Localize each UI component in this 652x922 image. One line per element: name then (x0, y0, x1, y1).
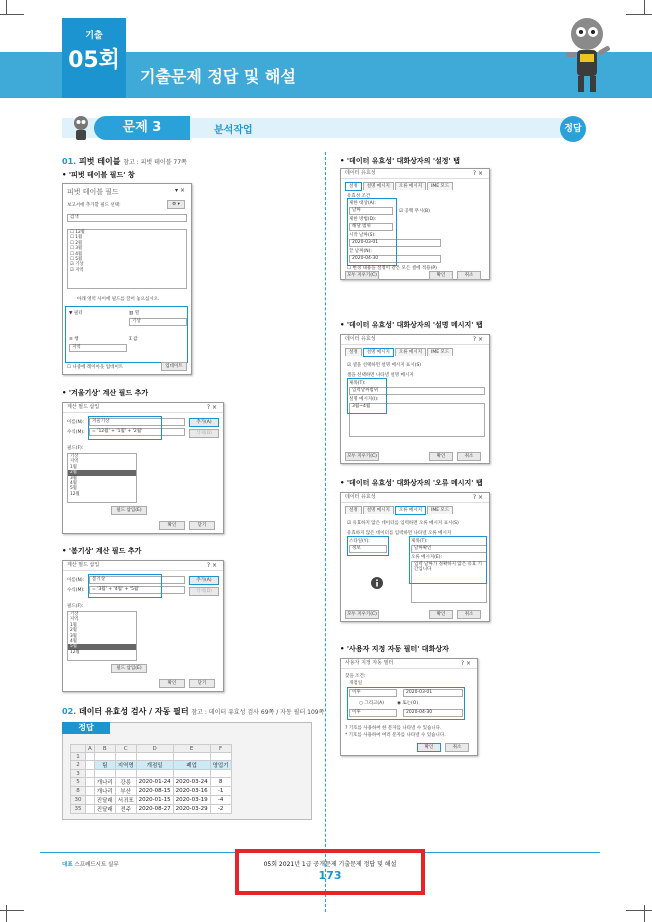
style-highlight (347, 536, 389, 556)
q1-bullet3: • '봄기상' 계산 필드 추가 (62, 547, 142, 555)
mascot-icon (560, 8, 614, 96)
dialog-titlebar (63, 561, 223, 571)
page-number: 173 (318, 869, 342, 882)
columns-value-chip[interactable]: 기상 (129, 318, 187, 326)
pivot-instruction: 보고서에 추가할 필드 선택: (67, 203, 121, 208)
dv-tabs (345, 348, 454, 357)
defer-update-checkbox[interactable]: ☐ 나중에 레이아웃 업데이트 (67, 365, 124, 370)
columns-label: 열 (134, 311, 140, 316)
q1-number: 01. (62, 157, 77, 166)
tab-error-alert[interactable]: 오류 메시지 (395, 506, 426, 515)
info-icon (371, 577, 383, 589)
checked-box-icon[interactable]: ☑ (70, 262, 76, 268)
input-title-label: 제목(T): (349, 381, 366, 386)
data-label: 제한 방법(D): (349, 217, 377, 222)
sheet-cell[interactable]: 2020-01-24 (136, 778, 173, 787)
ignore-blank-label: 공백 무시(B) (404, 209, 430, 214)
q1-heading (62, 156, 187, 167)
field-list-item[interactable]: 기상 (70, 454, 79, 459)
table-row (71, 770, 232, 778)
round-kicker: 기출 (85, 31, 103, 41)
answer-tag: 정답 (62, 722, 110, 734)
sheet-cell[interactable]: 2020-01-15 (136, 796, 173, 805)
ok-button[interactable]: 확인 (159, 679, 185, 688)
sheet-cell[interactable] (86, 787, 95, 796)
q2-reference: 참고 : 데이터 유효성 검사 69쪽 / 자동 필터 109쪽 (191, 709, 325, 716)
column-header[interactable] (71, 745, 86, 753)
cancel-button[interactable]: 취소 (457, 610, 481, 619)
start-date-input[interactable]: 2020-03-01 (349, 239, 441, 247)
dialog-title: 계산 필드 삽입 (67, 562, 100, 568)
formula-label: 수식(M): (67, 588, 85, 593)
name-input[interactable]: 겨울기상 (89, 418, 185, 426)
field-list-item[interactable]: 4월 (70, 639, 77, 645)
clear-all-button[interactable]: 모두 지우기(C) (345, 452, 379, 461)
calc-field-dialog-2 (62, 560, 224, 692)
sheet-header-cell[interactable]: 영업기 (210, 761, 231, 770)
field-list-item[interactable]: 12월 (70, 491, 80, 497)
tab-ime-mode[interactable]: IME 모드 (427, 348, 453, 356)
field-list-item[interactable]: 지역 (70, 617, 79, 623)
help-close-icon[interactable]: ? × (460, 660, 471, 667)
value-input-2[interactable]: 2020-04-30 (403, 709, 463, 717)
error-message-field[interactable]: 입력 날짜가 정확하지 않은 유효 기간입니다 (411, 561, 487, 603)
autofilter-caption: • '사용자 지정 자동 필터' 대화상자 (340, 645, 449, 653)
q2-heading (62, 706, 324, 717)
unchecked-box-icon[interactable]: ☐ (70, 251, 76, 257)
pivot-field-label: 5월 (75, 257, 83, 263)
dv-input-highlight (347, 378, 387, 414)
defer-label: 나중에 레이아웃 업데이트 (72, 365, 124, 370)
unchecked-box-icon[interactable]: ☐ (70, 240, 76, 246)
tab-settings[interactable]: 설정 (345, 182, 362, 191)
error-title-label: 제목(T): (411, 539, 428, 544)
ok-button[interactable]: 확인 (429, 271, 453, 280)
crop-mark (0, 910, 24, 911)
fields-label: 필드(F): (67, 446, 84, 451)
close-icon[interactable]: ▾ × (175, 187, 185, 194)
field-list-item[interactable]: 3월 (70, 633, 77, 639)
dv-group-label: 유효성 조건 (347, 194, 371, 199)
insert-field-button[interactable]: 필드 삽입(E) (111, 664, 147, 673)
calc-field-list-2[interactable] (67, 611, 137, 661)
footer-book (62, 860, 119, 868)
name-input[interactable]: 봄기상 (89, 576, 185, 584)
calc-field-list-1[interactable] (67, 453, 137, 503)
crop-mark (6, 0, 7, 14)
row-header[interactable]: 8 (71, 787, 86, 796)
name-formula-highlight (88, 416, 162, 440)
cancel-button[interactable]: 취소 (445, 743, 469, 752)
name-formula-highlight (88, 574, 162, 598)
sheet-cell[interactable] (86, 796, 95, 805)
pivot-search-input[interactable]: 검색 (67, 214, 187, 222)
pivot-field-label: 12월 (75, 230, 85, 235)
input-message-field[interactable]: 3월~4월 (349, 403, 485, 437)
pivot-field-label: 2월 (75, 240, 83, 246)
small-mascot-icon (70, 114, 92, 142)
sheet-cell[interactable] (86, 770, 95, 778)
column-header[interactable]: D (136, 745, 173, 753)
dv-error-dialog (340, 492, 490, 622)
column-header[interactable]: A (86, 745, 95, 753)
field-list-item[interactable]: 1월 (70, 464, 77, 470)
rows-label: 행 (74, 337, 79, 342)
help-close-icon[interactable]: ? × (206, 562, 217, 569)
help-close-icon[interactable]: ? × (472, 336, 483, 343)
dialog-titlebar (341, 659, 477, 669)
data-select[interactable]: 해당 범위 (349, 223, 393, 231)
formula-label: 수식(M): (67, 430, 85, 435)
unchecked-box-icon[interactable]: ☐ (70, 235, 76, 241)
dialog-title: 데이터 유효성 (345, 494, 376, 500)
column-header[interactable]: C (115, 745, 136, 753)
style-select[interactable]: 정보 (349, 545, 387, 553)
clear-all-button[interactable]: 모두 지우기(C) (345, 271, 379, 280)
close-button[interactable]: 닫기 (189, 521, 215, 530)
rows-area-label: ≡ 행 (69, 337, 79, 342)
sheet-header-row (71, 761, 232, 770)
hint-line-1: ? 기호를 사용하여 한 문자를 나타낼 수 있습니다. (345, 726, 442, 731)
tab-input-message[interactable]: 설명 메시지 (363, 506, 394, 514)
dv-error-caption: • '데이터 유효성' 대화상자의 '오류 메시지' 탭 (340, 479, 483, 487)
style-label: 스타일(Y): (349, 539, 370, 544)
sheet-header-cell[interactable]: 지역명 (115, 761, 136, 770)
column-header[interactable]: E (173, 745, 210, 753)
input-title-field[interactable]: 입력날짜범위 (349, 387, 485, 395)
column-divider (325, 152, 326, 912)
operator-select-1[interactable]: 이후 (349, 689, 397, 697)
table-row (71, 805, 232, 814)
pivot-field-label: 3월 (75, 246, 83, 252)
or-radio[interactable]: ◉ 또는(O) (397, 701, 419, 706)
tab-settings[interactable]: 설정 (345, 506, 362, 514)
pivot-pane-title: 피벗 테이블 필드 (67, 188, 119, 196)
end-date-input[interactable]: 2020-04-30 (349, 255, 441, 263)
show-input-label: 셀을 선택하면 설명 메시지 표시(S) (352, 363, 422, 368)
book-badge: 대표 (62, 862, 73, 868)
sheet-cell[interactable]: 2020-03-19 (173, 796, 210, 805)
row-header[interactable]: 1 (71, 753, 86, 761)
ok-button[interactable]: 확인 (429, 452, 453, 461)
dialog-titlebar (63, 403, 223, 413)
sheet-cell[interactable]: -4 (210, 796, 231, 805)
sheet-cell[interactable]: 2020-08-27 (136, 805, 173, 814)
ok-button[interactable]: 확인 (159, 521, 185, 530)
table-row (71, 787, 232, 796)
clear-all-button[interactable]: 모두 지우기(C) (345, 610, 379, 619)
end-label: 끝 날짜(N): (349, 249, 372, 254)
operator-select-2[interactable]: 이후 (349, 709, 397, 717)
field-list-item[interactable]: 기상 (70, 612, 79, 617)
values-area-label: Σ 값 (129, 337, 138, 342)
q2-number: 02. (62, 707, 77, 716)
crop-mark (644, 0, 645, 14)
page-title: 기출문제 정답 및 해설 (140, 67, 296, 86)
sheet-cell[interactable] (86, 778, 95, 787)
sheet-cell[interactable] (136, 770, 173, 778)
dv-settings-caption: • '데이터 유효성' 대화상자의 '설정' 탭 (340, 157, 460, 165)
tab-input-message[interactable]: 설명 메시지 (363, 348, 394, 357)
gear-icon[interactable]: ⚙ ▾ (167, 200, 185, 209)
pivot-area-highlight (65, 306, 188, 363)
round-box (62, 18, 126, 98)
sheet-cell[interactable] (115, 770, 136, 778)
table-row (71, 796, 232, 805)
sheet-cell[interactable] (173, 770, 210, 778)
field-list-item[interactable]: 2월 (70, 628, 77, 634)
allow-label: 제한 대상(A): (349, 201, 376, 206)
dv-tabs (345, 182, 454, 191)
answer-badge: 정답 (560, 116, 586, 142)
tab-ime-mode[interactable]: IME 모드 (427, 182, 453, 190)
round-number: 05회 (68, 48, 120, 73)
update-button[interactable]: 업데이트 (161, 362, 187, 371)
row-header[interactable]: 35 (71, 805, 86, 814)
sheet-cell[interactable]: 진달래 (94, 796, 115, 805)
condition-label: 찾을 조건: (345, 674, 366, 679)
fields-label: 필드(F): (67, 604, 84, 609)
ok-button[interactable]: 확인 (429, 610, 453, 619)
table-row (71, 778, 232, 787)
apply-all-checkbox[interactable]: ☐ 변경 내용을 설정이 같은 모든 셀에 적용(P) (347, 266, 437, 271)
sheet-header-cell[interactable]: 개점일 (136, 761, 173, 770)
add-button[interactable]: 추가(A) (189, 576, 219, 585)
q1-reference: 참고 : 피벗 테이블 77쪽 (123, 159, 187, 166)
input-message-label: 설명 메시지(I): (349, 397, 379, 402)
and-label: 그리고(A) (364, 701, 384, 706)
filter-area-label: ▼ 필터 (69, 311, 83, 316)
tab-error-alert[interactable]: 오류 메시지 (395, 348, 426, 356)
sheet-cell[interactable] (86, 753, 95, 761)
pivot-field-label: 지역 (75, 267, 84, 273)
sheet-cell[interactable]: 개나리 (94, 778, 115, 787)
apply-all-label: 변경 내용을 설정이 같은 모든 셀에 적용(P) (352, 266, 437, 271)
help-close-icon[interactable]: ? × (472, 494, 483, 501)
show-error-label: 유효하지 않은 데이터를 입력하면 오류 메시지 표시(S) (352, 521, 459, 526)
formula-input[interactable]: = '12월' + '1월' + '2월' (89, 428, 185, 436)
values-label: 값 (133, 337, 138, 342)
show-error-checkbox[interactable]: ☑ 유효하지 않은 데이터를 입력하면 오류 메시지 표시(S) (347, 521, 459, 526)
sheet-cell[interactable]: 2020-03-29 (173, 805, 210, 814)
dv-input-caption: • '데이터 유효성' 대화상자의 '설명 메시지' 탭 (340, 321, 483, 329)
field-list-item[interactable]: 4월 (70, 481, 77, 487)
sheet-cell[interactable]: 개나리 (94, 787, 115, 796)
dialog-title: 계산 필드 삽입 (67, 404, 100, 410)
autofilter-highlight (347, 687, 465, 720)
and-radio[interactable]: ○ 그리고(A) (359, 701, 384, 706)
sheet-cell[interactable]: 서귀포 (115, 796, 136, 805)
dv-tabs (345, 506, 454, 515)
field-list-item[interactable]: 12월 (70, 649, 80, 655)
crop-mark (0, 14, 24, 15)
insert-field-button[interactable]: 필드 삽입(E) (111, 506, 147, 515)
field-list-item[interactable]: 5월 (70, 486, 77, 492)
tab-input-message[interactable]: 설명 메시지 (363, 182, 394, 190)
tab-ime-mode[interactable]: IME 모드 (427, 506, 453, 514)
dv-settings-dialog (340, 168, 490, 280)
unchecked-box-icon[interactable]: ☐ (70, 230, 76, 235)
sheet-cell[interactable] (210, 753, 231, 761)
section-label: 문제 3 (94, 116, 190, 140)
column-header-row (71, 745, 232, 753)
q2-title: 데이터 유효성 검사 / 자동 필터 (78, 707, 189, 716)
error-message-label: 오류 메시지(E): (411, 555, 443, 560)
autofilter-dialog (340, 658, 478, 756)
q1-bullet2: • '겨울기상' 계산 필드 추가 (62, 389, 149, 397)
filter-label: 필터 (73, 311, 83, 316)
add-button[interactable]: 추가(A) (189, 418, 219, 427)
q1-title: 피벗 테이블 (78, 157, 121, 166)
pivot-field-label: 기상 (75, 262, 84, 268)
help-close-icon[interactable]: ? × (206, 404, 217, 411)
sheet-cell[interactable] (136, 753, 173, 761)
formula-input[interactable]: = '3월' + '4월' + '5월' (89, 586, 185, 594)
columns-area-label: ▥ 열 (129, 311, 140, 316)
unchecked-box-icon[interactable]: ☐ (70, 246, 76, 252)
sheet-cell[interactable]: -1 (210, 787, 231, 796)
crop-mark (626, 14, 652, 15)
tab-settings[interactable]: 설정 (345, 348, 362, 356)
sheet-cell[interactable] (94, 770, 115, 778)
ok-button[interactable]: 확인 (417, 743, 441, 752)
field-list-item[interactable]: 지역 (70, 459, 79, 465)
sheet-cell[interactable] (115, 753, 136, 761)
column-header[interactable]: F (210, 745, 231, 753)
unchecked-box-icon[interactable]: ☐ (70, 257, 76, 263)
rows-value-chip[interactable]: 지역 (69, 344, 127, 352)
sheet-cell[interactable]: 2020-03-16 (173, 787, 210, 796)
crop-mark (644, 905, 645, 922)
or-label: 또는(O) (402, 701, 419, 706)
crop-mark (626, 910, 652, 911)
delete-button[interactable]: 삭제(D) (189, 429, 219, 438)
footer-page-box (235, 849, 425, 895)
pivot-field-list (67, 229, 187, 289)
error-title-field[interactable]: 날짜확인 (411, 545, 487, 553)
sheet-header-cell[interactable] (86, 761, 95, 770)
pivot-area-hint: 아래 영역 사이에 필드를 끌어 놓으십시오. (77, 297, 160, 302)
dialog-title: 데이터 유효성 (345, 336, 376, 342)
field-list-item[interactable]: 5월 (68, 644, 136, 649)
help-close-icon[interactable]: ? × (472, 170, 483, 177)
row-header[interactable]: 3 (71, 770, 86, 778)
sheet-header-cell[interactable]: 폐업 (173, 761, 210, 770)
sheet-cell[interactable]: 8 (210, 778, 231, 787)
ignore-blank-checkbox[interactable]: ☑ 공백 무시(B) (399, 209, 430, 214)
allow-select[interactable]: 날짜 (349, 207, 393, 215)
field-list-item[interactable]: 1월 (70, 622, 77, 628)
sheet-cell[interactable] (173, 753, 210, 761)
dv-input-dialog (340, 334, 490, 464)
sheet-cell[interactable]: 진달래 (94, 805, 115, 814)
field-list-item[interactable]: 3월 (70, 475, 77, 481)
error-highlight (409, 536, 487, 584)
dialog-titlebar (341, 335, 489, 345)
book-name: 스프레드시트 실무 (74, 862, 119, 868)
row-header[interactable]: 30 (71, 796, 86, 805)
sheet-header-cell[interactable]: 팀 (94, 761, 115, 770)
dv-settings-highlight (347, 198, 397, 266)
dialog-titlebar (341, 169, 489, 179)
value-input-1[interactable]: 2020-03-01 (403, 689, 463, 697)
start-label: 시작 날짜(S): (349, 233, 376, 238)
close-button[interactable]: 닫기 (189, 679, 215, 688)
sheet-cell[interactable]: 강릉 (115, 778, 136, 787)
field-list-item[interactable]: 2월 (68, 470, 136, 475)
hint-line-2: * 기호를 사용하여 여러 문자를 나타낼 수 있습니다. (345, 733, 446, 738)
checked-box-icon[interactable]: ☑ (70, 267, 76, 273)
show-input-checkbox[interactable]: ☑ 셀을 선택하면 설명 메시지 표시(S) (347, 363, 422, 368)
calc-field-dialog-1 (62, 402, 224, 534)
sheet-cell[interactable]: 부산 (115, 787, 136, 796)
delete-button[interactable]: 삭제(D) (189, 587, 219, 596)
answer-sheet (70, 744, 232, 814)
name-label: 이름(N): (67, 578, 85, 583)
q1-bullet1: • '피벗 테이블 필드' 창 (62, 171, 135, 179)
sheet-cell[interactable]: 2020-03-24 (173, 778, 210, 787)
name-label: 이름(N): (67, 420, 85, 425)
pivot-field-pane (62, 183, 192, 375)
footer-chapter: 05회 2021년 1급 공개문제 기출문제 정답 및 해설 (263, 861, 397, 868)
dialog-title: 데이터 유효성 (345, 170, 376, 176)
sheet-cell[interactable]: -2 (210, 805, 231, 814)
pivot-field-item[interactable] (68, 268, 186, 273)
pivot-field-label: 1월 (75, 235, 83, 241)
sheet-cell[interactable]: 2020-08-15 (136, 787, 173, 796)
dialog-titlebar (341, 493, 489, 503)
sheet-cell[interactable]: 전주 (115, 805, 136, 814)
sheet-cell[interactable] (86, 805, 95, 814)
crop-mark (6, 905, 7, 922)
error-group-label: 유효하지 않은 데이터를 입력하면 나타낼 오류 메시지 (347, 531, 452, 536)
table-row (71, 753, 232, 761)
column-header[interactable]: B (94, 745, 115, 753)
tab-error-alert[interactable]: 오류 메시지 (395, 182, 426, 190)
field-name-label: 개점일 (349, 681, 363, 686)
sheet-cell[interactable] (210, 770, 231, 778)
section-subtitle: 분석작업 (214, 125, 253, 136)
cancel-button[interactable]: 취소 (457, 271, 481, 280)
cancel-button[interactable]: 취소 (457, 452, 481, 461)
pivot-field-label: 4월 (75, 251, 83, 257)
row-header[interactable]: 2 (71, 761, 86, 770)
dialog-title: 사용자 지정 자동 필터 (345, 660, 394, 666)
sheet-cell[interactable] (94, 753, 115, 761)
input-group-label: 셀을 선택하면 나타낼 설명 메시지 (347, 373, 414, 378)
row-header[interactable]: 5 (71, 778, 86, 787)
